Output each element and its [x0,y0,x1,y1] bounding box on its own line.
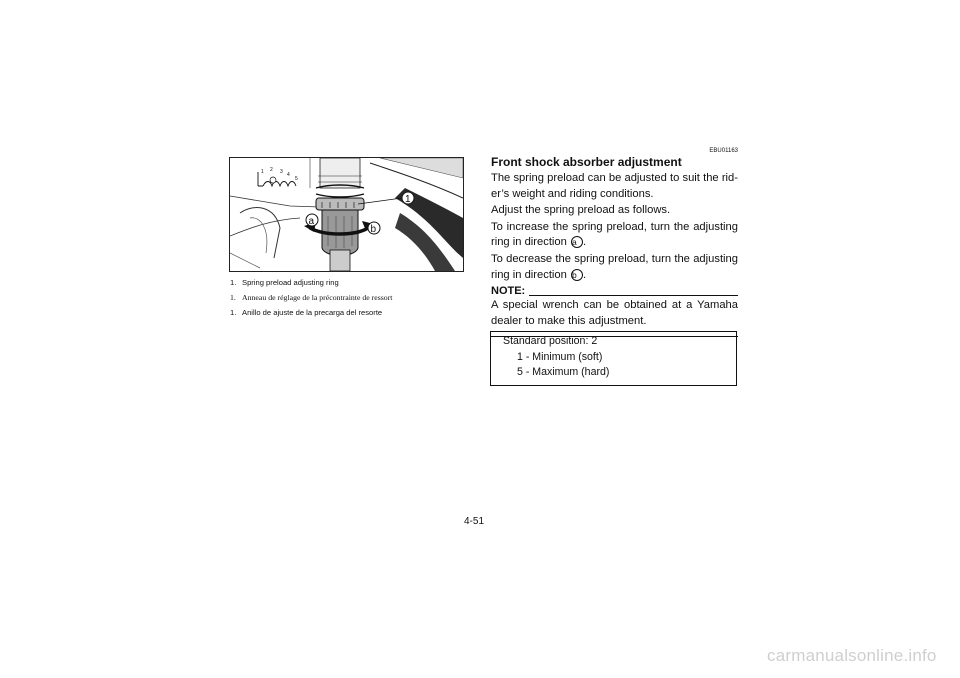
section-body [491,171,738,337]
paragraph-decrease: To decrease the spring preload, turn the adjusting ring in direction b . [491,252,738,281]
watermark: carmanualsonline.info [767,646,937,665]
caption-spanish [230,308,470,318]
scale-number-3: 3 [280,169,283,175]
caption-french [230,293,470,303]
caption-number: 1. [230,308,237,317]
paragraph-increase: To increase the spring preload, turn the adjusting ring in direction a . [491,220,738,249]
section-code: EBU01163 [709,148,738,154]
note-label: NOTE: [491,285,526,298]
spec-minimum: 1 - Minimum (soft) [517,350,603,363]
page-number: 4-51 [464,516,485,527]
callout-1: 1 [405,194,411,205]
callout-b: b [370,224,377,235]
callout-a: a [308,216,315,227]
scale-number-4: 4 [287,172,290,178]
paragraph-decrease-text: To decrease the spring preload, turn the adjusting ring in direction [491,252,738,281]
paragraph-increase-text: To increase the spring preload, turn the adjusting ring in direction [491,220,738,249]
paragraph-intro: The spring preload can be adjusted to suit the rid-er’s weight and riding conditions. [491,172,738,200]
caption-number: 1. [230,278,237,287]
shock-absorber-drawing [230,158,463,271]
caption-text: Anillo de ajuste de la precarga del resorte [242,308,383,317]
scale-number-1: 1 [261,169,264,175]
standard-position-box [490,331,737,386]
direction-a-marker: a [571,236,583,248]
section-title: Front shock absorber adjustment [491,155,682,169]
scale-number-5: 5 [295,176,298,182]
paragraph-adjust: Adjust the spring preload as follows. [491,204,671,217]
note-rule [529,294,738,296]
spec-standard-position: Standard position: 2 [503,335,598,347]
caption-english [230,278,470,288]
caption-text: Anneau de réglage de la précontrainte de ressort [242,293,393,302]
figure-captions [230,278,470,323]
direction-b-marker: b [571,269,583,281]
scale-number-2: 2 [270,167,273,173]
shock-absorber-illustration [229,157,464,272]
spec-maximum: 5 - Maximum (hard) [517,366,610,379]
caption-text: Spring preload adjusting ring [242,278,339,287]
note-text: A special wrench can be obtained at a Yamaha dealer to make this adjustment. [491,299,738,327]
caption-number: 1. [230,293,236,302]
note-header [491,285,738,298]
